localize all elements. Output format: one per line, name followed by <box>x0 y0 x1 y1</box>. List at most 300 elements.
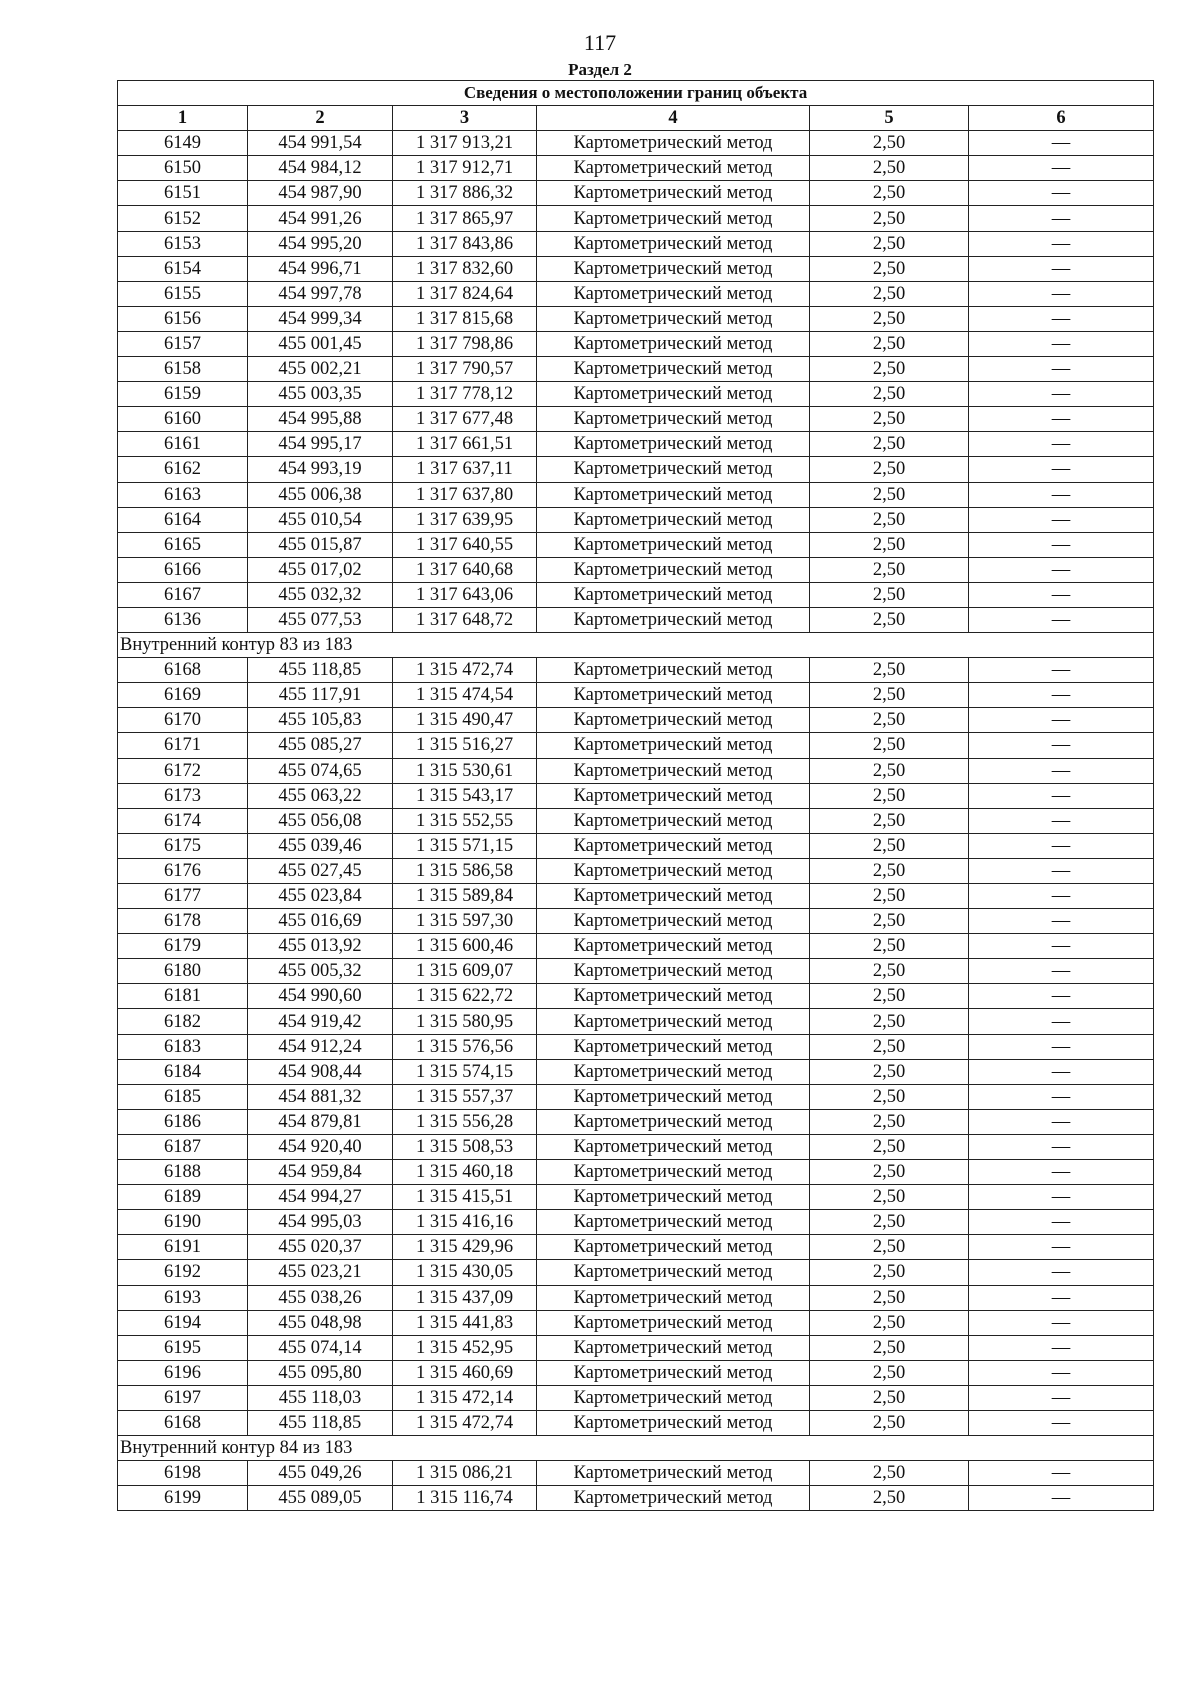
x-coordinate-cell: 455 048,98 <box>248 1310 393 1335</box>
x-coordinate-cell: 455 039,46 <box>248 833 393 858</box>
table-row <box>118 1310 1154 1335</box>
description-cell: — <box>969 382 1154 407</box>
table-row <box>118 557 1154 582</box>
accuracy-cell: 2,50 <box>810 156 969 181</box>
point-number-cell: 6187 <box>118 1134 248 1159</box>
x-coordinate-cell: 454 984,12 <box>248 156 393 181</box>
x-coordinate-cell: 455 118,03 <box>248 1385 393 1410</box>
point-number-cell: 6180 <box>118 959 248 984</box>
x-coordinate-cell: 455 074,14 <box>248 1335 393 1360</box>
method-cell: Картометрический метод <box>537 1385 810 1410</box>
x-coordinate-cell: 454 879,81 <box>248 1109 393 1134</box>
description-cell: — <box>969 934 1154 959</box>
point-number-cell: 6161 <box>118 432 248 457</box>
y-coordinate-cell: 1 315 508,53 <box>393 1134 537 1159</box>
table-row <box>118 1109 1154 1134</box>
accuracy-cell: 2,50 <box>810 1009 969 1034</box>
x-coordinate-cell: 454 991,26 <box>248 206 393 231</box>
x-coordinate-cell: 454 987,90 <box>248 181 393 206</box>
y-coordinate-cell: 1 317 639,95 <box>393 507 537 532</box>
column-number: 3 <box>393 106 537 131</box>
table-row <box>118 1260 1154 1285</box>
y-coordinate-cell: 1 315 622,72 <box>393 984 537 1009</box>
accuracy-cell: 2,50 <box>810 1260 969 1285</box>
x-coordinate-cell: 454 995,17 <box>248 432 393 457</box>
point-number-cell: 6168 <box>118 658 248 683</box>
y-coordinate-cell: 1 317 648,72 <box>393 607 537 632</box>
accuracy-cell: 2,50 <box>810 833 969 858</box>
table-row <box>118 733 1154 758</box>
y-coordinate-cell: 1 315 600,46 <box>393 934 537 959</box>
description-cell: — <box>969 306 1154 331</box>
point-number-cell: 6197 <box>118 1385 248 1410</box>
accuracy-cell: 2,50 <box>810 1059 969 1084</box>
method-cell: Картометрический метод <box>537 156 810 181</box>
point-number-cell: 6184 <box>118 1059 248 1084</box>
description-cell: — <box>969 1084 1154 1109</box>
description-cell: — <box>969 1185 1154 1210</box>
table-row <box>118 457 1154 482</box>
point-number-cell: 6159 <box>118 382 248 407</box>
point-number-cell: 6157 <box>118 331 248 356</box>
y-coordinate-cell: 1 317 790,57 <box>393 357 537 382</box>
y-coordinate-cell: 1 315 576,56 <box>393 1034 537 1059</box>
table-row <box>118 783 1154 808</box>
section-title: Раздел 2 <box>568 60 632 79</box>
method-cell: Картометрический метод <box>537 131 810 156</box>
accuracy-cell: 2,50 <box>810 1360 969 1385</box>
accuracy-cell: 2,50 <box>810 582 969 607</box>
table-row <box>118 808 1154 833</box>
column-number: 5 <box>810 106 969 131</box>
point-number-cell: 6195 <box>118 1335 248 1360</box>
y-coordinate-cell: 1 315 416,16 <box>393 1210 537 1235</box>
y-coordinate-cell: 1 317 815,68 <box>393 306 537 331</box>
accuracy-cell: 2,50 <box>810 231 969 256</box>
accuracy-cell: 2,50 <box>810 1486 969 1511</box>
table-row <box>118 1210 1154 1235</box>
table-row <box>118 532 1154 557</box>
accuracy-cell: 2,50 <box>810 482 969 507</box>
method-cell: Картометрический метод <box>537 281 810 306</box>
y-coordinate-cell: 1 315 490,47 <box>393 708 537 733</box>
x-coordinate-cell: 454 920,40 <box>248 1134 393 1159</box>
method-cell: Картометрический метод <box>537 708 810 733</box>
y-coordinate-cell: 1 315 574,15 <box>393 1059 537 1084</box>
x-coordinate-cell: 455 001,45 <box>248 331 393 356</box>
y-coordinate-cell: 1 315 415,51 <box>393 1185 537 1210</box>
table-caption-row <box>118 81 1154 106</box>
method-cell: Картометрический метод <box>537 607 810 632</box>
method-cell: Картометрический метод <box>537 1160 810 1185</box>
table-row <box>118 582 1154 607</box>
y-coordinate-cell: 1 315 452,95 <box>393 1335 537 1360</box>
y-coordinate-cell: 1 315 571,15 <box>393 833 537 858</box>
x-coordinate-cell: 455 017,02 <box>248 557 393 582</box>
y-coordinate-cell: 1 315 580,95 <box>393 1009 537 1034</box>
y-coordinate-cell: 1 315 460,69 <box>393 1360 537 1385</box>
x-coordinate-cell: 455 089,05 <box>248 1486 393 1511</box>
description-cell: — <box>969 658 1154 683</box>
method-cell: Картометрический метод <box>537 783 810 808</box>
table-row <box>118 884 1154 909</box>
description-cell: — <box>969 432 1154 457</box>
accuracy-cell: 2,50 <box>810 808 969 833</box>
accuracy-cell: 2,50 <box>810 206 969 231</box>
point-number-cell: 6152 <box>118 206 248 231</box>
x-coordinate-cell: 455 032,32 <box>248 582 393 607</box>
method-cell: Картометрический метод <box>537 758 810 783</box>
description-cell: — <box>969 1285 1154 1310</box>
description-cell: — <box>969 582 1154 607</box>
description-cell: — <box>969 858 1154 883</box>
point-number-cell: 6170 <box>118 708 248 733</box>
description-cell: — <box>969 206 1154 231</box>
description-cell: — <box>969 783 1154 808</box>
table-row <box>118 909 1154 934</box>
y-coordinate-cell: 1 317 886,32 <box>393 181 537 206</box>
method-cell: Картометрический метод <box>537 1260 810 1285</box>
x-coordinate-cell: 454 912,24 <box>248 1034 393 1059</box>
accuracy-cell: 2,50 <box>810 256 969 281</box>
y-coordinate-cell: 1 317 824,64 <box>393 281 537 306</box>
y-coordinate-cell: 1 315 472,14 <box>393 1385 537 1410</box>
accuracy-cell: 2,50 <box>810 1385 969 1410</box>
description-cell: — <box>969 557 1154 582</box>
table-row <box>118 1235 1154 1260</box>
accuracy-cell: 2,50 <box>810 532 969 557</box>
y-coordinate-cell: 1 317 865,97 <box>393 206 537 231</box>
description-cell: — <box>969 457 1154 482</box>
y-coordinate-cell: 1 317 913,21 <box>393 131 537 156</box>
method-cell: Картометрический метод <box>537 1109 810 1134</box>
description-cell: — <box>969 1335 1154 1360</box>
accuracy-cell: 2,50 <box>810 382 969 407</box>
point-number-cell: 6151 <box>118 181 248 206</box>
x-coordinate-cell: 454 994,27 <box>248 1185 393 1210</box>
accuracy-cell: 2,50 <box>810 733 969 758</box>
description-cell: — <box>969 1486 1154 1511</box>
table-row <box>118 708 1154 733</box>
description-cell: — <box>969 1210 1154 1235</box>
x-coordinate-cell: 455 074,65 <box>248 758 393 783</box>
table-row <box>118 231 1154 256</box>
table-row <box>118 858 1154 883</box>
method-cell: Картометрический метод <box>537 1084 810 1109</box>
method-cell: Картометрический метод <box>537 1310 810 1335</box>
point-number-cell: 6177 <box>118 884 248 909</box>
x-coordinate-cell: 455 005,32 <box>248 959 393 984</box>
point-number-cell: 6196 <box>118 1360 248 1385</box>
method-cell: Картометрический метод <box>537 959 810 984</box>
x-coordinate-cell: 454 881,32 <box>248 1084 393 1109</box>
point-number-cell: 6179 <box>118 934 248 959</box>
accuracy-cell: 2,50 <box>810 1310 969 1335</box>
table-row <box>118 1410 1154 1435</box>
y-coordinate-cell: 1 315 437,09 <box>393 1285 537 1310</box>
table-row <box>118 1084 1154 1109</box>
accuracy-cell: 2,50 <box>810 357 969 382</box>
x-coordinate-cell: 455 105,83 <box>248 708 393 733</box>
accuracy-cell: 2,50 <box>810 934 969 959</box>
description-cell: — <box>969 884 1154 909</box>
method-cell: Картометрический метод <box>537 909 810 934</box>
y-coordinate-cell: 1 317 637,80 <box>393 482 537 507</box>
y-coordinate-cell: 1 317 637,11 <box>393 457 537 482</box>
table-row <box>118 1160 1154 1185</box>
accuracy-cell: 2,50 <box>810 1210 969 1235</box>
accuracy-cell: 2,50 <box>810 783 969 808</box>
description-cell: — <box>969 733 1154 758</box>
y-coordinate-cell: 1 317 640,68 <box>393 557 537 582</box>
description-cell: — <box>969 1461 1154 1486</box>
method-cell: Картометрический метод <box>537 858 810 883</box>
point-number-cell: 6169 <box>118 683 248 708</box>
table-row <box>118 1185 1154 1210</box>
x-coordinate-cell: 455 118,85 <box>248 1410 393 1435</box>
x-coordinate-cell: 455 023,21 <box>248 1260 393 1285</box>
method-cell: Картометрический метод <box>537 733 810 758</box>
description-cell: — <box>969 959 1154 984</box>
point-number-cell: 6155 <box>118 281 248 306</box>
y-coordinate-cell: 1 317 912,71 <box>393 156 537 181</box>
y-coordinate-cell: 1 315 557,37 <box>393 1084 537 1109</box>
x-coordinate-cell: 454 996,71 <box>248 256 393 281</box>
x-coordinate-cell: 455 038,26 <box>248 1285 393 1310</box>
accuracy-cell: 2,50 <box>810 683 969 708</box>
method-cell: Картометрический метод <box>537 833 810 858</box>
method-cell: Картометрический метод <box>537 1461 810 1486</box>
y-coordinate-cell: 1 315 460,18 <box>393 1160 537 1185</box>
column-number-row <box>118 106 1154 131</box>
method-cell: Картометрический метод <box>537 457 810 482</box>
contour-header-row <box>118 633 1154 658</box>
description-cell: — <box>969 532 1154 557</box>
point-number-cell: 6172 <box>118 758 248 783</box>
point-number-cell: 6165 <box>118 532 248 557</box>
accuracy-cell: 2,50 <box>810 1160 969 1185</box>
table-row <box>118 1034 1154 1059</box>
point-number-cell: 6192 <box>118 1260 248 1285</box>
point-number-cell: 6153 <box>118 231 248 256</box>
method-cell: Картометрический метод <box>537 1486 810 1511</box>
point-number-cell: 6160 <box>118 407 248 432</box>
accuracy-cell: 2,50 <box>810 507 969 532</box>
table-row <box>118 181 1154 206</box>
method-cell: Картометрический метод <box>537 1009 810 1034</box>
x-coordinate-cell: 455 015,87 <box>248 532 393 557</box>
point-number-cell: 6162 <box>118 457 248 482</box>
table-row <box>118 256 1154 281</box>
table-row <box>118 959 1154 984</box>
method-cell: Картометрический метод <box>537 382 810 407</box>
accuracy-cell: 2,50 <box>810 1084 969 1109</box>
method-cell: Картометрический метод <box>537 507 810 532</box>
point-number-cell: 6175 <box>118 833 248 858</box>
description-cell: — <box>969 281 1154 306</box>
accuracy-cell: 2,50 <box>810 181 969 206</box>
description-cell: — <box>969 984 1154 1009</box>
accuracy-cell: 2,50 <box>810 331 969 356</box>
y-coordinate-cell: 1 315 116,74 <box>393 1486 537 1511</box>
method-cell: Картометрический метод <box>537 1360 810 1385</box>
method-cell: Картометрический метод <box>537 482 810 507</box>
accuracy-cell: 2,50 <box>810 131 969 156</box>
x-coordinate-cell: 455 016,69 <box>248 909 393 934</box>
x-coordinate-cell: 454 995,88 <box>248 407 393 432</box>
accuracy-cell: 2,50 <box>810 557 969 582</box>
description-cell: — <box>969 231 1154 256</box>
accuracy-cell: 2,50 <box>810 1109 969 1134</box>
x-coordinate-cell: 455 006,38 <box>248 482 393 507</box>
x-coordinate-cell: 454 991,54 <box>248 131 393 156</box>
x-coordinate-cell: 455 003,35 <box>248 382 393 407</box>
description-cell: — <box>969 507 1154 532</box>
method-cell: Картометрический метод <box>537 331 810 356</box>
description-cell: — <box>969 833 1154 858</box>
boundary-table <box>117 80 1154 1511</box>
description-cell: — <box>969 1360 1154 1385</box>
method-cell: Картометрический метод <box>537 683 810 708</box>
x-coordinate-cell: 455 049,26 <box>248 1461 393 1486</box>
table-row <box>118 131 1154 156</box>
point-number-cell: 6174 <box>118 808 248 833</box>
table-row <box>118 984 1154 1009</box>
x-coordinate-cell: 454 999,34 <box>248 306 393 331</box>
method-cell: Картометрический метод <box>537 532 810 557</box>
description-cell: — <box>969 331 1154 356</box>
x-coordinate-cell: 454 990,60 <box>248 984 393 1009</box>
y-coordinate-cell: 1 315 441,83 <box>393 1310 537 1335</box>
point-number-cell: 6198 <box>118 1461 248 1486</box>
y-coordinate-cell: 1 315 474,54 <box>393 683 537 708</box>
method-cell: Картометрический метод <box>537 1210 810 1235</box>
method-cell: Картометрический метод <box>537 1410 810 1435</box>
description-cell: — <box>969 1134 1154 1159</box>
table-row <box>118 432 1154 457</box>
point-number-cell: 6193 <box>118 1285 248 1310</box>
point-number-cell: 6171 <box>118 733 248 758</box>
point-number-cell: 6191 <box>118 1235 248 1260</box>
point-number-cell: 6163 <box>118 482 248 507</box>
accuracy-cell: 2,50 <box>810 858 969 883</box>
method-cell: Картометрический метод <box>537 984 810 1009</box>
table-row <box>118 758 1154 783</box>
y-coordinate-cell: 1 317 677,48 <box>393 407 537 432</box>
column-number: 6 <box>969 106 1154 131</box>
description-cell: — <box>969 256 1154 281</box>
accuracy-cell: 2,50 <box>810 607 969 632</box>
table-row <box>118 1009 1154 1034</box>
x-coordinate-cell: 455 118,85 <box>248 658 393 683</box>
y-coordinate-cell: 1 315 429,96 <box>393 1235 537 1260</box>
point-number-cell: 6183 <box>118 1034 248 1059</box>
method-cell: Картометрический метод <box>537 1034 810 1059</box>
point-number-cell: 6158 <box>118 357 248 382</box>
y-coordinate-cell: 1 317 798,86 <box>393 331 537 356</box>
accuracy-cell: 2,50 <box>810 457 969 482</box>
accuracy-cell: 2,50 <box>810 1034 969 1059</box>
x-coordinate-cell: 454 908,44 <box>248 1059 393 1084</box>
accuracy-cell: 2,50 <box>810 1335 969 1360</box>
y-coordinate-cell: 1 315 597,30 <box>393 909 537 934</box>
method-cell: Картометрический метод <box>537 934 810 959</box>
table-row <box>118 1385 1154 1410</box>
table-row <box>118 1461 1154 1486</box>
x-coordinate-cell: 455 117,91 <box>248 683 393 708</box>
description-cell: — <box>969 1109 1154 1134</box>
point-number-cell: 6176 <box>118 858 248 883</box>
description-cell: — <box>969 407 1154 432</box>
accuracy-cell: 2,50 <box>810 658 969 683</box>
y-coordinate-cell: 1 315 609,07 <box>393 959 537 984</box>
table-row <box>118 607 1154 632</box>
table-row <box>118 1134 1154 1159</box>
accuracy-cell: 2,50 <box>810 1235 969 1260</box>
column-number: 4 <box>537 106 810 131</box>
method-cell: Картометрический метод <box>537 582 810 607</box>
method-cell: Картометрический метод <box>537 256 810 281</box>
point-number-cell: 6181 <box>118 984 248 1009</box>
y-coordinate-cell: 1 315 556,28 <box>393 1109 537 1134</box>
table-caption: Сведения о местоположении границ объекта <box>118 81 1154 106</box>
description-cell: — <box>969 1385 1154 1410</box>
accuracy-cell: 2,50 <box>810 432 969 457</box>
y-coordinate-cell: 1 315 552,55 <box>393 808 537 833</box>
point-number-cell: 6149 <box>118 131 248 156</box>
point-number-cell: 6194 <box>118 1310 248 1335</box>
y-coordinate-cell: 1 315 472,74 <box>393 1410 537 1435</box>
point-number-cell: 6189 <box>118 1185 248 1210</box>
y-coordinate-cell: 1 315 516,27 <box>393 733 537 758</box>
accuracy-cell: 2,50 <box>810 984 969 1009</box>
accuracy-cell: 2,50 <box>810 758 969 783</box>
x-coordinate-cell: 455 095,80 <box>248 1360 393 1385</box>
table-row <box>118 1360 1154 1385</box>
x-coordinate-cell: 454 995,03 <box>248 1210 393 1235</box>
point-number-cell: 6186 <box>118 1109 248 1134</box>
method-cell: Картометрический метод <box>537 306 810 331</box>
description-cell: — <box>969 1260 1154 1285</box>
table-row <box>118 833 1154 858</box>
x-coordinate-cell: 455 085,27 <box>248 733 393 758</box>
description-cell: — <box>969 1310 1154 1335</box>
description-cell: — <box>969 131 1154 156</box>
point-number-cell: 6150 <box>118 156 248 181</box>
point-number-cell: 6136 <box>118 607 248 632</box>
method-cell: Картометрический метод <box>537 357 810 382</box>
x-coordinate-cell: 455 023,84 <box>248 884 393 909</box>
accuracy-cell: 2,50 <box>810 1185 969 1210</box>
table-row <box>118 658 1154 683</box>
y-coordinate-cell: 1 317 643,06 <box>393 582 537 607</box>
y-coordinate-cell: 1 317 778,12 <box>393 382 537 407</box>
table-row <box>118 382 1154 407</box>
description-cell: — <box>969 156 1154 181</box>
y-coordinate-cell: 1 315 430,05 <box>393 1260 537 1285</box>
point-number-cell: 6173 <box>118 783 248 808</box>
table-row <box>118 683 1154 708</box>
table-row <box>118 281 1154 306</box>
description-cell: — <box>969 1059 1154 1084</box>
x-coordinate-cell: 454 959,84 <box>248 1160 393 1185</box>
x-coordinate-cell: 454 997,78 <box>248 281 393 306</box>
method-cell: Картометрический метод <box>537 884 810 909</box>
method-cell: Картометрический метод <box>537 1059 810 1084</box>
table-row <box>118 357 1154 382</box>
table-row <box>118 206 1154 231</box>
y-coordinate-cell: 1 315 472,74 <box>393 658 537 683</box>
